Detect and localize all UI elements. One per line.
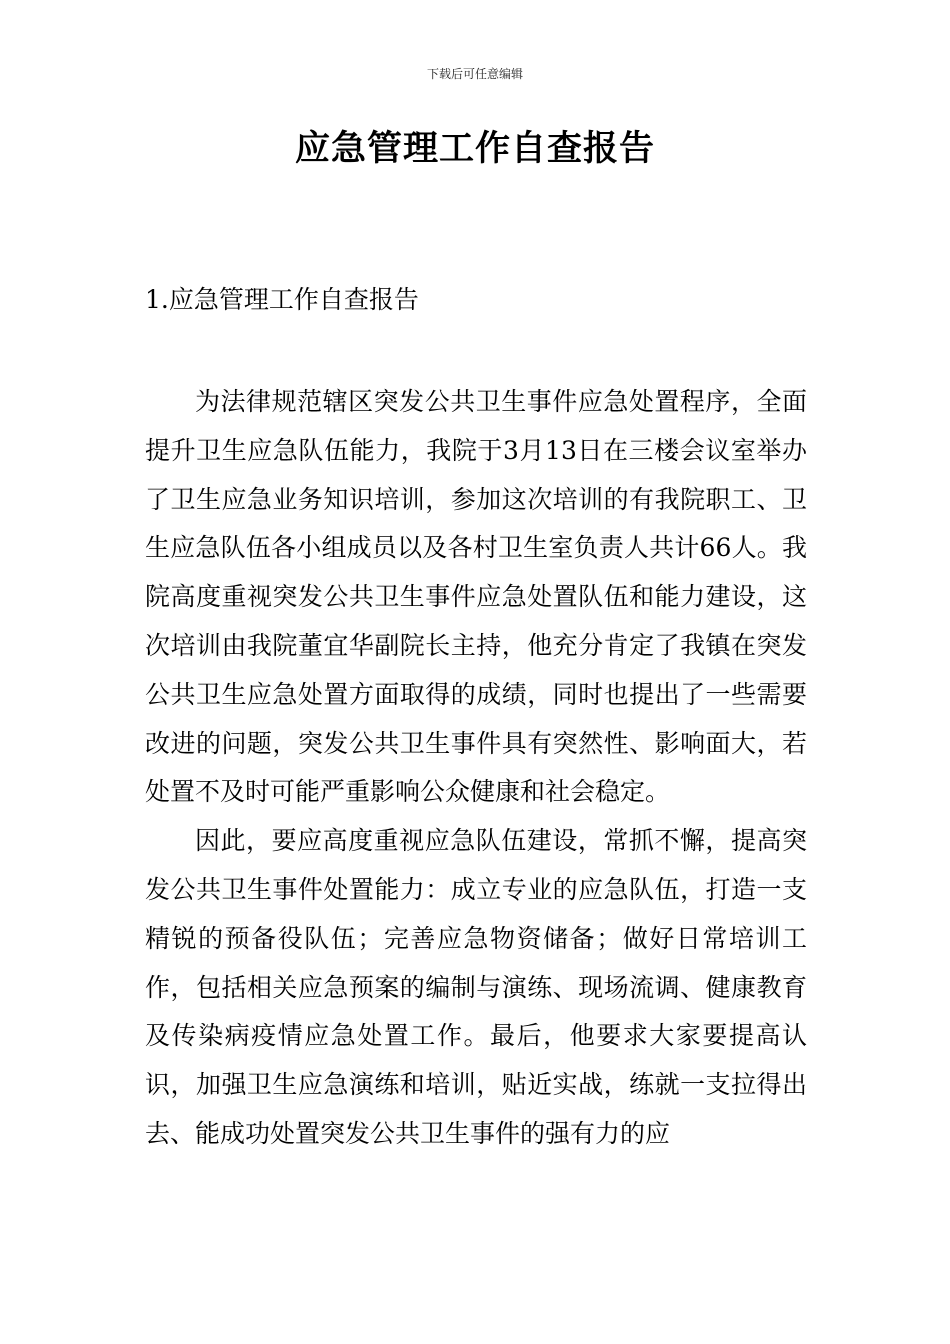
paragraph-1: 为法律规范辖区突发公共卫生事件应急处置程序，全面提升卫生应急队伍能力，我院于3月13日在三楼会议室举办了卫生应急业务知识培训，参加这次培训的有我院职工、卫生应急队伍各小组成员以及各村卫生室负责人共计66人。我院高度重视突发公共卫生事件应急处置队伍和能力建设，这次培训由我院董宜华副院长主持，他充分肯定了我镇在突发公共卫生应急处置方面取得的成绩，同时也提出了一些需要改进的问题，突发公共卫生事件具有突然性、影响面大，若处置不及时可能严重影响公众健康和社会稳定。 bbox=[145, 387, 807, 807]
header-note: 下载后可任意编辑 bbox=[426, 67, 523, 81]
body-text bbox=[145, 378, 807, 1159]
paragraph-2: 因此，要应高度重视应急队伍建设，常抓不懈，提高突发公共卫生事件处置能力：成立专业的应急队伍，打造一支精锐的预备役队伍；完善应急物资储备；做好日常培训工作，包括相关应急预案的编制与演练、现场流调、健康教育及传染病疫情应急处置工作。最后，他要求大家要提高认识，加强卫生应急演练和培训，贴近实战，练就一支拉得出去、能成功处置突发公共卫生事件的强有力的应 bbox=[145, 826, 807, 1148]
section-heading: 1.应急管理工作自查报告 bbox=[145, 285, 419, 314]
document-title: 应急管理工作自查报告 bbox=[294, 129, 655, 169]
